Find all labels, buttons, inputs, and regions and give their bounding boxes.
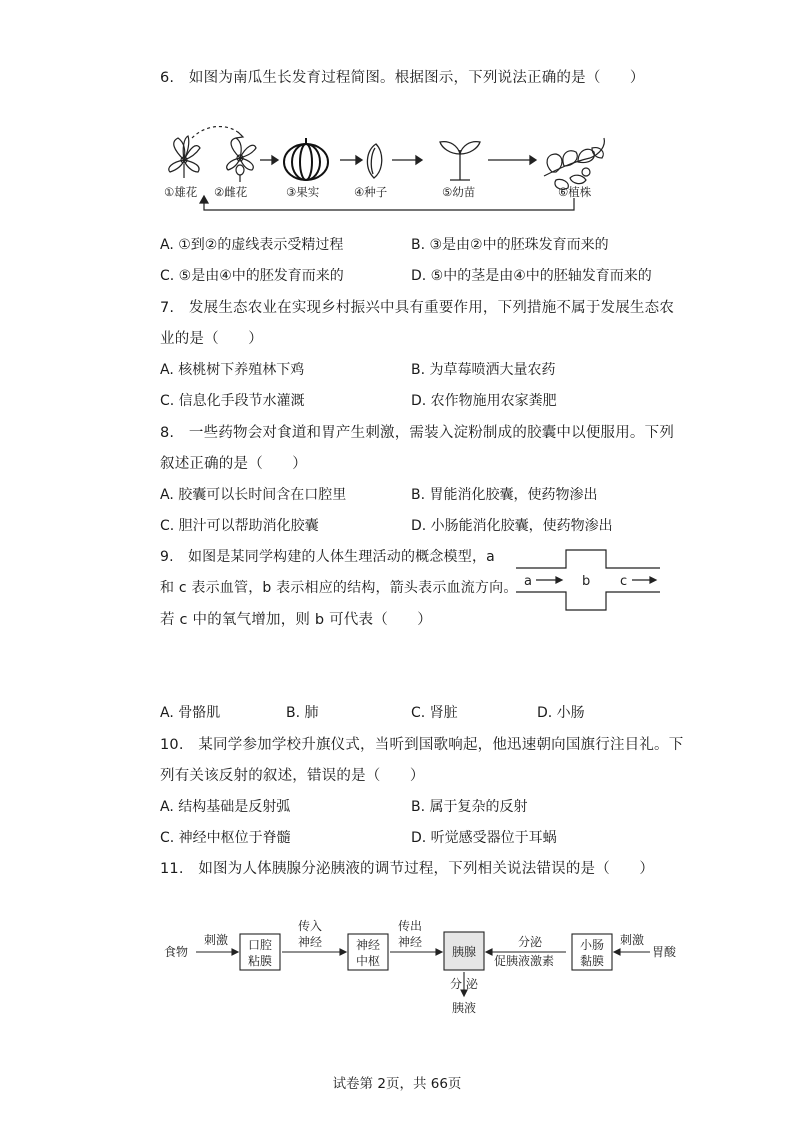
- q8-option-d[interactable]: D. 小肠能消化胶囊，使药物渗出: [411, 518, 613, 534]
- flow-secrete-down: 分 泌: [450, 977, 478, 991]
- q10-option-b[interactable]: B. 属于复杂的反射: [411, 799, 528, 815]
- q10-option-a[interactable]: A. 结构基础是反射弧: [160, 799, 291, 815]
- arrow-icon: [614, 949, 650, 955]
- arrow-icon: [392, 156, 422, 164]
- flow-afferent-line1: 传入: [298, 919, 323, 933]
- label-male-flower: ①雄花: [164, 185, 198, 199]
- arrow-icon: [196, 949, 238, 955]
- q6-option-a[interactable]: A. ①到②的虚线表示受精过程: [160, 237, 344, 253]
- label-seedling: ⑤幼苗: [442, 185, 476, 199]
- q7-stem-line2: 业的是（ ）: [160, 331, 263, 347]
- flow-stimulus-2: 刺激: [620, 933, 645, 947]
- seed-icon: [367, 144, 381, 178]
- blood-flow-concept-model: [516, 548, 662, 612]
- flow-hormone: 促胰液激素: [494, 954, 555, 968]
- vessel-a-label: a: [524, 574, 532, 589]
- label-seed: ④种子: [354, 185, 388, 199]
- flow-efferent-line2: 神经: [398, 935, 423, 949]
- q9-option-c[interactable]: C. 肾脏: [411, 705, 458, 721]
- q10-stem-line1: 10. 某同学参加学校升旗仪式，当听到国歌响起，他迅速朝向国旗行注目礼。下: [160, 737, 684, 753]
- q9-option-a[interactable]: A. 骨骼肌: [160, 705, 221, 721]
- male-flower-icon: [169, 136, 200, 178]
- q8-option-a[interactable]: A. 胶囊可以长时间含在口腔里: [160, 487, 347, 503]
- q11-stem: 11. 如图为人体胰腺分泌胰液的调节过程，下列相关说法错误的是（ ）: [160, 861, 655, 877]
- flow-food: 食物: [164, 945, 189, 959]
- flow-pancreatic-juice: 胰液: [452, 1001, 477, 1015]
- flow-mouth-line2: 粘膜: [248, 954, 273, 968]
- page-footer: 试卷第 2页，共 66页: [332, 1076, 462, 1092]
- q9-option-d[interactable]: D. 小肠: [537, 705, 585, 721]
- flow-center-line2: 中枢: [356, 954, 381, 968]
- flow-mouth-line1: 口腔: [248, 938, 273, 952]
- q9-stem-line1: 9. 如图是某同学构建的人体生理活动的概念模型，a: [160, 549, 495, 565]
- q7-option-c[interactable]: C. 信息化手段节水灌溉: [160, 393, 305, 409]
- arrow-icon: [260, 156, 278, 164]
- vessel-c-label: c: [620, 574, 628, 589]
- arrow-icon: [340, 156, 362, 164]
- q6-option-b[interactable]: B. ③是由②中的胚珠发育而来的: [411, 237, 609, 253]
- arrow-icon: [488, 156, 536, 164]
- structure-b-label: b: [582, 574, 591, 589]
- arrow-icon: [536, 577, 562, 583]
- q9-stem-line2: 和 c 表示血管，b 表示相应的结构，箭头表示血流方向。: [160, 580, 518, 596]
- flow-stimulus-1: 刺激: [204, 933, 229, 947]
- pumpkin-lifecycle-diagram: [160, 126, 620, 218]
- flow-gastric-acid: 胃酸: [652, 945, 677, 959]
- q10-stem-line2: 列有关该反射的叙述，错误的是（ ）: [160, 768, 425, 784]
- q8-stem-line2: 叙述正确的是（ ）: [160, 456, 307, 472]
- q8-option-b[interactable]: B. 胃能消化胶囊，使药物渗出: [411, 487, 598, 503]
- q8-option-c[interactable]: C. 胆汁可以帮助消化胶囊: [160, 518, 319, 534]
- q8-stem-line1: 8. 一些药物会对食道和胃产生刺激，需装入淀粉制成的胶囊中以便服用。下列: [160, 425, 675, 441]
- arrow-icon: [632, 577, 656, 583]
- q6-option-d[interactable]: D. ⑤中的茎是由④中的胚轴发育而来的: [411, 268, 652, 284]
- q9-stem-line3: 若 c 中的氧气增加，则 b 可代表（ ）: [160, 612, 433, 628]
- flow-intestine-line2: 黏膜: [580, 954, 605, 968]
- q6-stem: 6. 如图为南瓜生长发育过程简图。根据图示，下列说法正确的是（ ）: [160, 70, 645, 86]
- label-fruit: ③果实: [286, 185, 320, 199]
- q9-option-b[interactable]: B. 肺: [286, 705, 319, 721]
- pumpkin-icon: [284, 138, 328, 180]
- flow-center-line1: 神经: [356, 938, 381, 952]
- female-flower-icon: [227, 138, 256, 182]
- q6-option-c[interactable]: C. ⑤是由④中的胚发育而来的: [160, 268, 344, 284]
- q7-option-d[interactable]: D. 农作物施用农家粪肥: [411, 393, 557, 409]
- flow-afferent-line2: 神经: [298, 935, 323, 949]
- q7-stem-line1: 7. 发展生态农业在实现乡村振兴中具有重要作用，下列措施不属于发展生态农: [160, 300, 675, 316]
- pollination-dashed-arrow: [192, 127, 242, 139]
- q10-option-c[interactable]: C. 神经中枢位于脊髓: [160, 830, 291, 846]
- label-plant: ⑥植株: [558, 185, 592, 199]
- pancreas-regulation-flowchart: [160, 912, 684, 1022]
- q10-option-d[interactable]: D. 听觉感受器位于耳蜗: [411, 830, 557, 846]
- label-female-flower: ②雌花: [214, 185, 248, 199]
- q7-option-a[interactable]: A. 核桃树下养殖林下鸡: [160, 362, 305, 378]
- q7-option-b[interactable]: B. 为草莓喷洒大量农药: [411, 362, 556, 378]
- flow-efferent-line1: 传出: [398, 919, 423, 933]
- arrow-icon: [390, 949, 442, 955]
- seedling-icon: [440, 142, 480, 180]
- plant-icon: [544, 138, 604, 189]
- flow-secrete-top: 分泌: [518, 935, 543, 949]
- flow-pancreas: 胰腺: [452, 945, 477, 959]
- arrow-icon: [282, 949, 346, 955]
- flow-intestine-line1: 小肠: [580, 938, 605, 952]
